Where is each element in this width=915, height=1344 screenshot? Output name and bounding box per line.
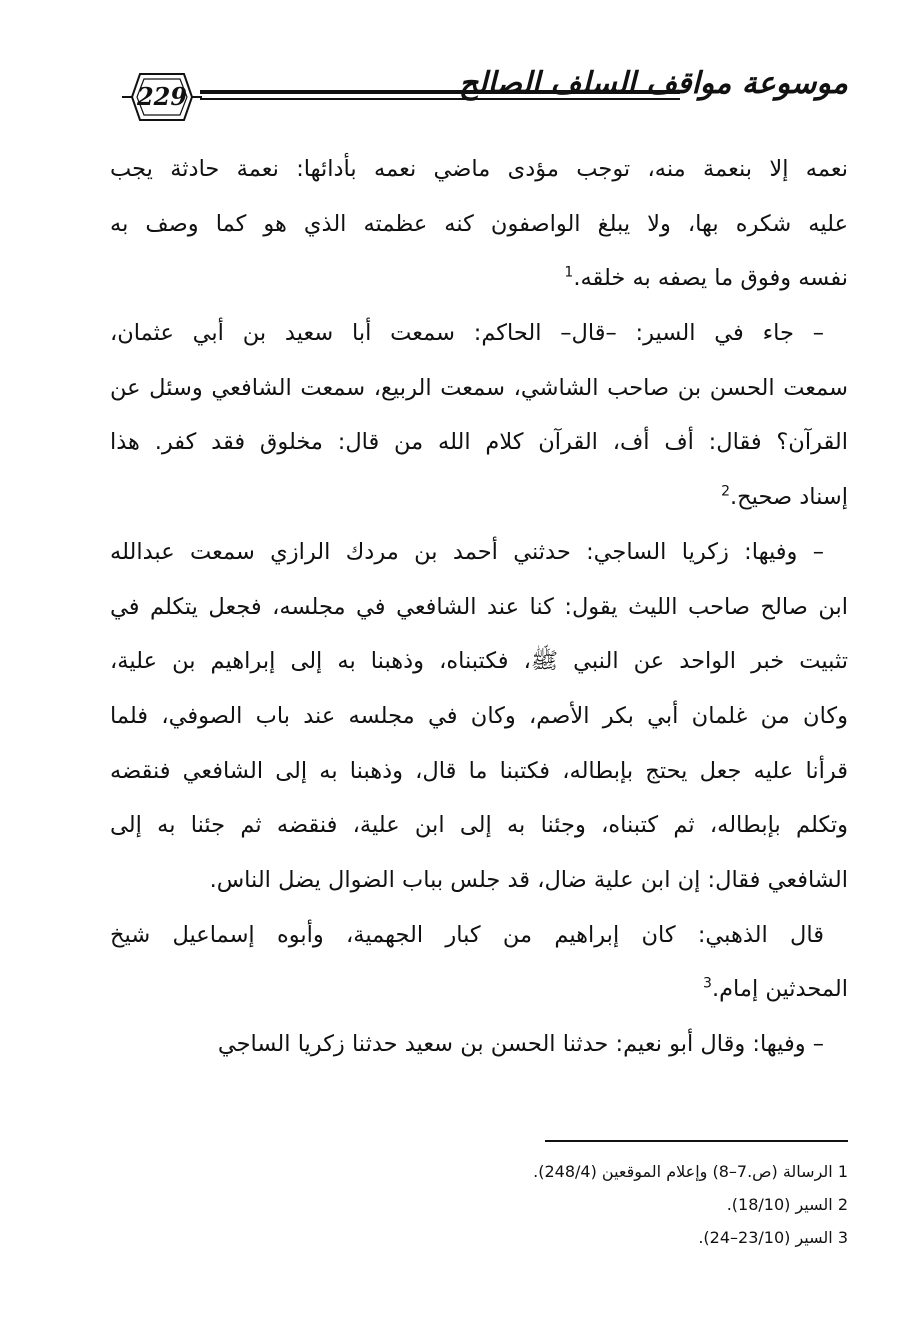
text-line bbox=[110, 962, 848, 1017]
text-line-content: المحدثين إمام. bbox=[711, 976, 848, 1003]
text-line: ابن صالح صاحب الليث يقول: كنا عند الشافعي في مجلسه، فجعل يتكلم في bbox=[110, 593, 848, 620]
text-line: وتكلم بإبطاله، ثم كتبناه، وجئنا به إلى ابن علية، فنقضه ثم جئنا به إلى bbox=[110, 812, 848, 839]
page-number: 229 bbox=[136, 82, 188, 111]
text-line bbox=[110, 470, 848, 525]
page-header bbox=[110, 62, 848, 134]
text-line: قرأنا عليه جعل يحتج بإبطاله، فكتبنا ما قال، وذهبنا به إلى الشافعي فنقضه bbox=[110, 757, 848, 784]
text-line: قال الذهبي: كان إبراهيم من كبار الجهمية، وأبوه إسماعيل شيخ bbox=[110, 921, 824, 948]
footnote-ref: 1 bbox=[564, 264, 574, 281]
page-number-badge bbox=[120, 66, 204, 128]
text-line bbox=[110, 251, 848, 306]
text-line: نعمه إلا بنعمة منه، توجب مؤدى ماضي نعمه بأدائها: نعمة حادثة يجب bbox=[110, 156, 848, 182]
text-line: عليه شكره بها، ولا يبلغ الواصفون كنه عظمته الذي هو كما وصف به bbox=[110, 210, 848, 237]
text-line: سمعت الحسن بن صاحب الشاشي، سمعت الربيع، سمعت الشافعي وسئل عن bbox=[110, 374, 848, 401]
footnote-separator bbox=[545, 1140, 848, 1142]
text-line: وكان من غلمان أبي بكر الأصم، وكان في مجلسه عند باب الصوفي، فلما bbox=[110, 702, 848, 729]
footnote-ref: 2 bbox=[721, 483, 730, 500]
text-line: القرآن؟ فقال: أف أف، القرآن كلام الله من قال: مخلوق فقد كفر. هذا bbox=[110, 429, 848, 456]
footnote: 1 الرسالة (ص.7–8) وإعلام الموقعين (248/4). bbox=[533, 1162, 848, 1181]
footnote: 2 السير (18/10). bbox=[726, 1195, 848, 1214]
text-line: الشافعي فقال: إن ابن علية ضال، قد جلس بباب الضوال يضل الناس. bbox=[209, 866, 848, 893]
text-line-content: نفسه وفوق ما يصفه به خلقه. bbox=[573, 265, 848, 292]
text-line-content: إسناد صحيح. bbox=[729, 484, 848, 511]
footnote-ref: 3 bbox=[703, 975, 712, 992]
main-text bbox=[110, 142, 848, 1072]
footnote: 3 السير (23/10–24). bbox=[698, 1228, 848, 1247]
book-title: موسوعة مواقف السلف الصالح bbox=[458, 66, 848, 101]
text-line: تثبيت خبر الواحد عن النبي ﷺ، فكتبناه، وذهبنا به إلى إبراهيم بن علية، bbox=[110, 648, 848, 675]
text-line: – وفيها: زكريا الساجي: حدثني أحمد بن مردك الرازي سمعت عبدالله bbox=[110, 538, 824, 565]
text-line: – جاء في السير: –قال– الحاكم: سمعت أبا سعيد بن أبي عثمان، bbox=[110, 320, 824, 347]
text-line: – وفيها: وقال أبو نعيم: حدثنا الحسن بن سعيد حدثنا زكريا الساجي bbox=[217, 1031, 824, 1057]
footnotes bbox=[500, 1155, 848, 1254]
